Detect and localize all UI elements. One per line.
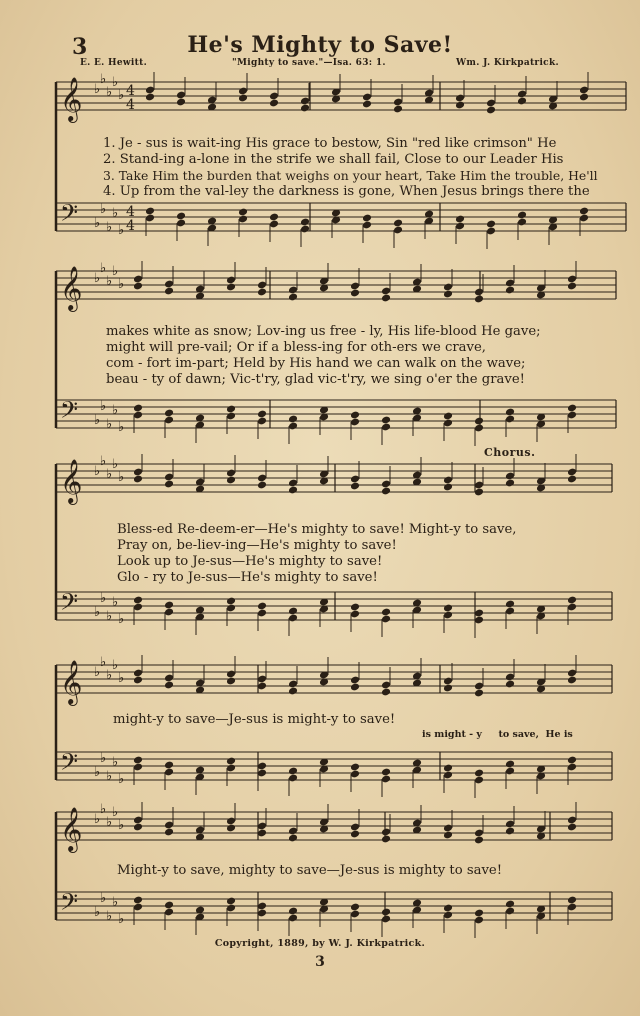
hymn-title: He's Mighty to Save! (187, 32, 453, 58)
system-3-treble-note (505, 479, 515, 488)
system-1-time-sig: 4 (126, 83, 135, 99)
system-2-treble-note (381, 294, 391, 303)
system-5-treble-key-flat-icon: ♭ (100, 802, 107, 817)
system-3-treble-note (381, 487, 391, 496)
chorus-line-4: Glo - ry to Je-sus—He's mighty to save! (117, 570, 378, 585)
system-5-treble-key-flat-icon: ♭ (118, 818, 125, 833)
system-1-treble-key-flat-icon: ♭ (112, 75, 119, 90)
system-4-bass-note (350, 763, 360, 772)
system-1-bass-note (579, 207, 589, 216)
verse-2-line-2: might will pre-vail; Or if a bless-ing for oth-ers we crave, (106, 340, 486, 355)
system-2-bass-note (567, 404, 577, 413)
system-5-bass-key-flat-icon: ♭ (112, 895, 119, 910)
system-5-bass-note (381, 908, 391, 917)
system-3-treble-note (350, 482, 360, 491)
system-1-bass-note (362, 214, 372, 223)
system-2-treble-clef-icon: 𝄞 (60, 266, 83, 310)
system-5-treble-note (474, 836, 484, 845)
system-5-treble-key-flat-icon: ♭ (94, 812, 101, 827)
system-1-bass-key-flat-icon: ♭ (94, 216, 101, 231)
system-5-treble-note (567, 823, 577, 832)
system-2-bass-note (474, 417, 484, 426)
system-5-bass-key-flat-icon: ♭ (106, 909, 113, 924)
system-4-bass-note (443, 764, 453, 773)
system-5-treble-note (133, 823, 143, 832)
chorus-label: Chorus. (484, 446, 536, 459)
system-5-bass-key-flat-icon: ♭ (94, 905, 101, 920)
chorus-line-5: might-y to save—Je-sus is might-y to save! (113, 712, 396, 727)
verse-1-line-2: makes white as snow; Lov-ing us free - ly, His life-blood He gave; (106, 324, 541, 339)
chorus-line-3: Look up to Je-sus—He's mighty to save! (117, 554, 383, 569)
system-3-treble-note (288, 486, 298, 495)
system-3-bass-note (443, 604, 453, 613)
system-2-treble-note (133, 282, 143, 291)
system-1-bass-note (455, 215, 465, 224)
system-4-treble-note (567, 676, 577, 685)
system-5-bass-note (226, 897, 236, 906)
system-1-bass-key-flat-icon: ♭ (106, 220, 113, 235)
system-5-treble-note (226, 824, 236, 833)
system-2-bass-key-flat-icon: ♭ (112, 403, 119, 418)
system-1-treble-note (455, 101, 465, 110)
system-3-bass-note (567, 596, 577, 605)
system-3-bass-note (381, 608, 391, 617)
system-1-bass-note (486, 220, 496, 229)
system-1-bass-note (269, 213, 279, 222)
system-5-bass-note (443, 904, 453, 913)
system-4-treble-note (226, 677, 236, 686)
system-1-treble-note (517, 97, 527, 106)
system-1-treble-note (145, 93, 155, 102)
system-5-treble-note (164, 828, 174, 837)
verse-4-line-1: 4. Up from the val-ley the darkness is gone, When Jesus brings there the (103, 184, 590, 199)
system-1-treble-note (393, 105, 403, 114)
system-4-treble-key-flat-icon: ♭ (112, 658, 119, 673)
system-5-treble-note (288, 834, 298, 843)
system-4-bass-key-flat-icon: ♭ (94, 765, 101, 780)
system-3-treble-note (133, 475, 143, 484)
system-4-bass-note (133, 756, 143, 765)
chorus-line-6: Might-y to save, mighty to save—Je-sus is mighty to save! (117, 863, 503, 878)
system-5-bass-note (164, 901, 174, 910)
system-2-treble-key-flat-icon: ♭ (112, 264, 119, 279)
system-4-treble-note (350, 683, 360, 692)
system-5-treble-key-flat-icon: ♭ (112, 805, 119, 820)
system-4-bass-key-flat-icon: ♭ (100, 751, 107, 766)
system-3-bass-note (164, 601, 174, 610)
system-3-bass-key-flat-icon: ♭ (106, 609, 113, 624)
system-2-bass-note (257, 410, 267, 419)
system-2-bass-note (505, 408, 515, 417)
system-4-treble-key-flat-icon: ♭ (94, 665, 101, 680)
hymn-number: 3 (72, 34, 88, 60)
system-5-bass-key-flat-icon: ♭ (118, 912, 125, 927)
system-2-bass-key-flat-icon: ♭ (118, 420, 125, 435)
system-2-treble-key-flat-icon: ♭ (94, 271, 101, 286)
system-1-bass-note (517, 211, 527, 220)
system-1-bass-key-flat-icon: ♭ (100, 202, 107, 217)
system-2-bass-note (288, 415, 298, 424)
verse-4-line-2: beau - ty of dawn; Vic-t'ry, glad vic-t'ry, we sing o'er the grave! (106, 372, 525, 387)
system-4-bass-key-flat-icon: ♭ (106, 769, 113, 784)
system-1-bass-note (300, 218, 310, 227)
system-5-treble-note (350, 830, 360, 839)
system-5-bass-note (133, 896, 143, 905)
system-4-treble-note (164, 681, 174, 690)
system-4-treble-clef-icon: 𝄞 (60, 660, 83, 704)
system-2-bass-note (133, 404, 143, 413)
chorus-line-1: Bless-ed Re-deem-er—He's mighty to save! Might-y to save, (117, 522, 517, 537)
system-3-treble-note (164, 480, 174, 489)
verse-1-line-1: 1. Je - sus is wait-ing His grace to bestow, Sin "red like crimson" He (103, 136, 557, 151)
author-credit: E. E. Hewitt. (80, 58, 147, 68)
system-3-bass-note (257, 602, 267, 611)
system-1-treble-note (579, 93, 589, 102)
system-4-bass-note (226, 757, 236, 766)
system-1-bass-note (176, 212, 186, 221)
system-1-bass-clef-icon: 𝄢 (60, 199, 79, 232)
system-5-bass-clef-icon: 𝄢 (60, 888, 79, 921)
system-3-treble-clef-icon: 𝄞 (60, 459, 83, 503)
system-2-bass-note (226, 405, 236, 414)
system-3-treble-key-flat-icon: ♭ (94, 464, 101, 479)
system-2-treble-note (474, 295, 484, 304)
system-2-bass-note (350, 411, 360, 420)
system-1-time-sig: 4 (126, 218, 135, 234)
system-1-treble-note (362, 100, 372, 109)
scripture-reference: "Mighty to save."—Isa. 63: 1. (232, 58, 386, 68)
system-1-time-sig: 4 (126, 204, 135, 220)
system-2-treble-note (443, 290, 453, 299)
system-3-bass-clef-icon: 𝄢 (60, 588, 79, 621)
system-2-bass-key-flat-icon: ♭ (94, 413, 101, 428)
system-3-bass-note (350, 603, 360, 612)
system-1-bass-note (238, 208, 248, 217)
system-4-treble-note (133, 676, 143, 685)
system-3-bass-key-flat-icon: ♭ (112, 595, 119, 610)
system-3-treble-note (226, 476, 236, 485)
system-4-bass-note (474, 769, 484, 778)
system-2-treble-note (288, 293, 298, 302)
system-3-treble-key-flat-icon: ♭ (112, 457, 119, 472)
system-4-treble-note (381, 688, 391, 697)
system-3-bass-note (288, 607, 298, 616)
system-3-bass-note (226, 597, 236, 606)
system-4-treble-note (443, 684, 453, 693)
system-4-bass-key-flat-icon: ♭ (112, 755, 119, 770)
system-4-bass-key-flat-icon: ♭ (118, 772, 125, 787)
system-1-treble-clef-icon: 𝄞 (60, 77, 83, 121)
system-1-bass-note (145, 207, 155, 216)
system-4-treble-note (505, 680, 515, 689)
system-3-treble-key-flat-icon: ♭ (118, 470, 125, 485)
verse-2-line-1: 2. Stand-ing a-lone in the strife we shall fail, Close to our Leader His (103, 152, 564, 167)
system-1-treble-note (486, 106, 496, 115)
composer-credit: Wm. J. Kirkpatrick. (456, 58, 559, 68)
system-3-treble-note (257, 481, 267, 490)
system-1-treble-key-flat-icon: ♭ (94, 82, 101, 97)
system-3-treble-key-flat-icon: ♭ (100, 454, 107, 469)
system-5-treble-key-flat-icon: ♭ (106, 815, 113, 830)
system-2-bass-note (381, 416, 391, 425)
system-4-treble-key-flat-icon: ♭ (100, 655, 107, 670)
system-5-bass-note (350, 903, 360, 912)
system-4-treble-key-flat-icon: ♭ (118, 671, 125, 686)
system-4-bass-note (164, 761, 174, 770)
system-2-treble-key-flat-icon: ♭ (118, 277, 125, 292)
system-5-bass-note (567, 896, 577, 905)
system-4-treble-note (474, 689, 484, 698)
system-2-treble-note (257, 288, 267, 297)
system-3-bass-note (133, 596, 143, 605)
system-4-bass-note (288, 767, 298, 776)
system-2-bass-key-flat-icon: ♭ (100, 399, 107, 414)
system-5-treble-note (381, 835, 391, 844)
system-2-bass-note (164, 409, 174, 418)
system-1-treble-note (238, 94, 248, 103)
system-5-treble-note (443, 831, 453, 840)
system-4-treble-note (288, 687, 298, 696)
system-4-bass-note (505, 760, 515, 769)
system-3-bass-key-flat-icon: ♭ (118, 612, 125, 627)
system-2-treble-note (164, 287, 174, 296)
copyright-notice: Copyright, 1889, by W. J. Kirkpatrick. (214, 938, 426, 949)
system-2-bass-key-flat-icon: ♭ (106, 417, 113, 432)
system-4-bass-note (567, 756, 577, 765)
system-3-treble-note (443, 483, 453, 492)
system-1-bass-key-flat-icon: ♭ (118, 223, 125, 238)
system-1-treble-key-flat-icon: ♭ (118, 88, 125, 103)
system-1-treble-note (269, 99, 279, 108)
system-5-bass-note (505, 900, 515, 909)
page-number: 3 (315, 954, 325, 970)
system-2-bass-clef-icon: 𝄢 (60, 396, 79, 429)
chorus-line-2: Pray on, be-liev-ing—He's mighty to save! (117, 538, 397, 553)
system-5-treble-clef-icon: 𝄞 (60, 807, 83, 851)
system-5-treble-note (505, 827, 515, 836)
system-5-bass-key-flat-icon: ♭ (100, 891, 107, 906)
system-3-bass-key-flat-icon: ♭ (100, 591, 107, 606)
system-1-time-sig: 4 (126, 97, 135, 113)
system-1-bass-key-flat-icon: ♭ (112, 206, 119, 221)
system-2-treble-note (567, 282, 577, 291)
system-5-bass-note (474, 909, 484, 918)
system-2-treble-note (226, 283, 236, 292)
system-1-treble-key-flat-icon: ♭ (106, 85, 113, 100)
system-2-treble-note (505, 286, 515, 295)
system-4-bass-note (381, 768, 391, 777)
system-3-treble-note (567, 475, 577, 484)
system-4-treble-key-flat-icon: ♭ (106, 668, 113, 683)
system-1-bass-note (393, 219, 403, 228)
system-2-treble-note (350, 289, 360, 298)
system-2-bass-note (443, 412, 453, 421)
system-2-treble-key-flat-icon: ♭ (106, 274, 113, 289)
system-2-treble-key-flat-icon: ♭ (100, 261, 107, 276)
system-4-bass-clef-icon: 𝄢 (60, 748, 79, 781)
system-1-treble-note (300, 104, 310, 113)
system-1-treble-key-flat-icon: ♭ (100, 72, 107, 87)
system-3-bass-key-flat-icon: ♭ (94, 605, 101, 620)
system-1-treble-note (176, 98, 186, 107)
bass-echo-words: is might - y to save, He is (422, 729, 573, 740)
system-3-treble-key-flat-icon: ♭ (106, 467, 113, 482)
system-3-bass-note (505, 600, 515, 609)
verse-3-line-2: com - fort im-part; Held by His hand we can walk on the wave; (106, 356, 526, 371)
system-5-bass-note (288, 907, 298, 916)
verse-3-line-1: 3. Take Him the burden that weighs on your heart, Take Him the trouble, He'll (103, 168, 598, 183)
